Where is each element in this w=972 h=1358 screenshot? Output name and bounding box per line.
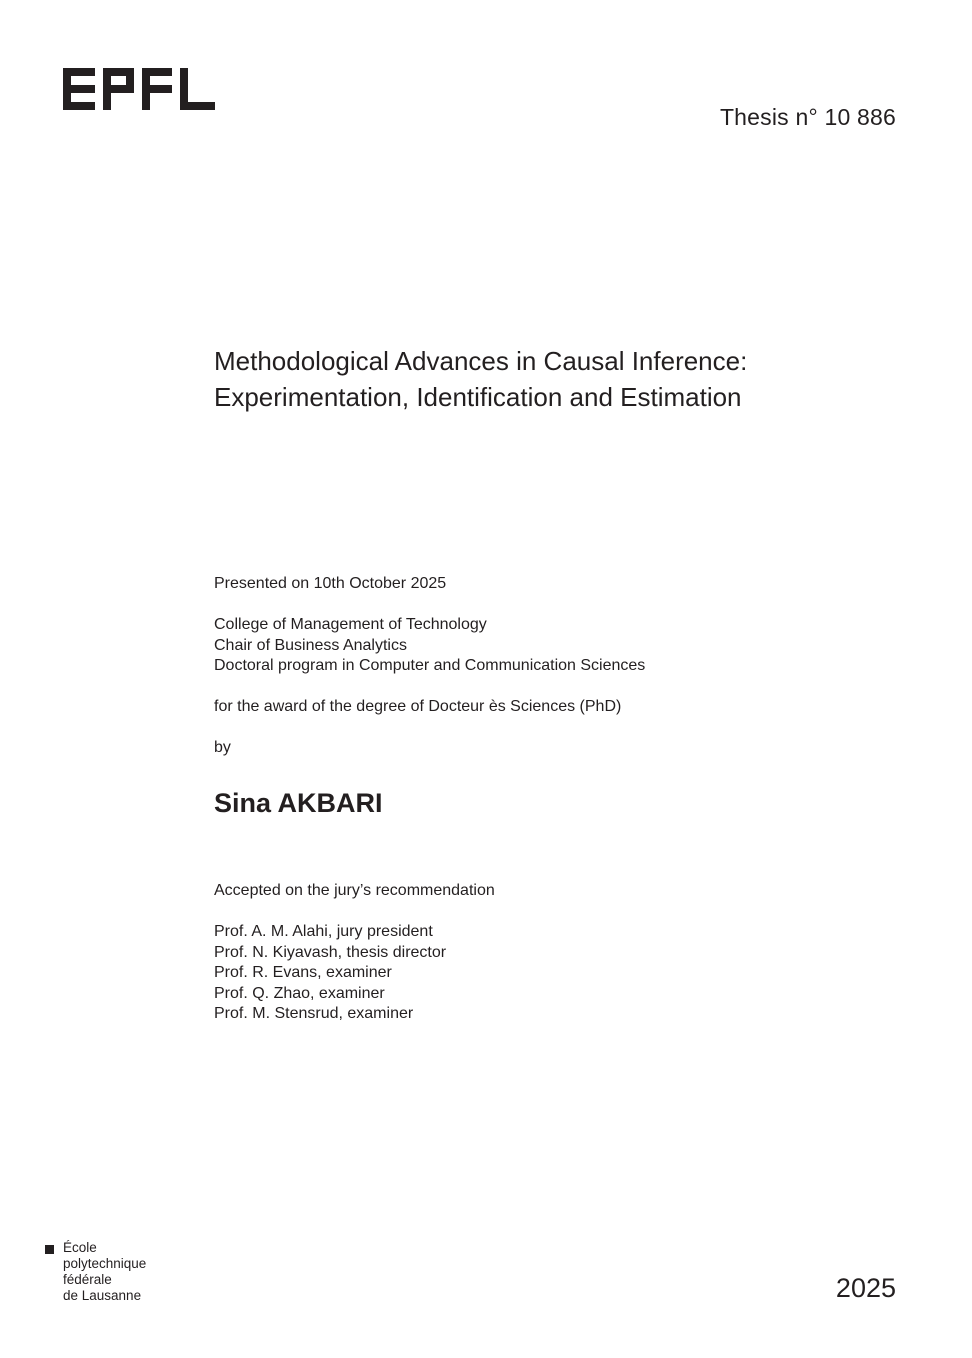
square-bullet-icon — [45, 1245, 54, 1254]
institution-line: de Lausanne — [63, 1288, 142, 1303]
thesis-title-line-1: Methodological Advances in Causal Inference: — [214, 346, 748, 376]
thesis-title-line-2: Experimentation, Identification and Estimation — [214, 382, 742, 412]
by-label: by — [214, 739, 231, 756]
chair-name: Chair of Business Analytics — [214, 636, 407, 654]
presented-on: Presented on 10th October 2025 — [214, 575, 447, 592]
institution-line: polytechnique — [63, 1256, 147, 1271]
thesis-title — [214, 343, 914, 415]
jury-intro: Accepted on the jury’s recommendation — [214, 882, 495, 899]
jury-list — [214, 922, 446, 1025]
epfl-logo — [63, 68, 215, 110]
institution-line: fédérale — [63, 1272, 112, 1287]
doctoral-program: Doctoral program in Computer and Communication Sciences — [214, 657, 646, 675]
institution-line: École — [63, 1240, 97, 1255]
institution-name — [63, 1240, 146, 1304]
jury-member: Prof. M. Stensrud, examiner — [214, 1005, 414, 1023]
degree-statement: for the award of the degree of Docteur ès Sciences (PhD) — [214, 698, 622, 715]
jury-member: Prof. N. Kiyavash, thesis director — [214, 943, 447, 961]
author-name: Sina AKBARI — [214, 788, 383, 818]
jury-member: Prof. Q. Zhao, examiner — [214, 984, 385, 1002]
thesis-number: Thesis n° 10 886 — [719, 104, 896, 130]
affiliation-block — [214, 615, 645, 677]
college-name: College of Management of Technology — [214, 616, 487, 633]
thesis-year: 2025 — [835, 1273, 896, 1303]
jury-member: Prof. R. Evans, examiner — [214, 964, 392, 982]
jury-member: Prof. A. M. Alahi, jury president — [214, 923, 433, 940]
